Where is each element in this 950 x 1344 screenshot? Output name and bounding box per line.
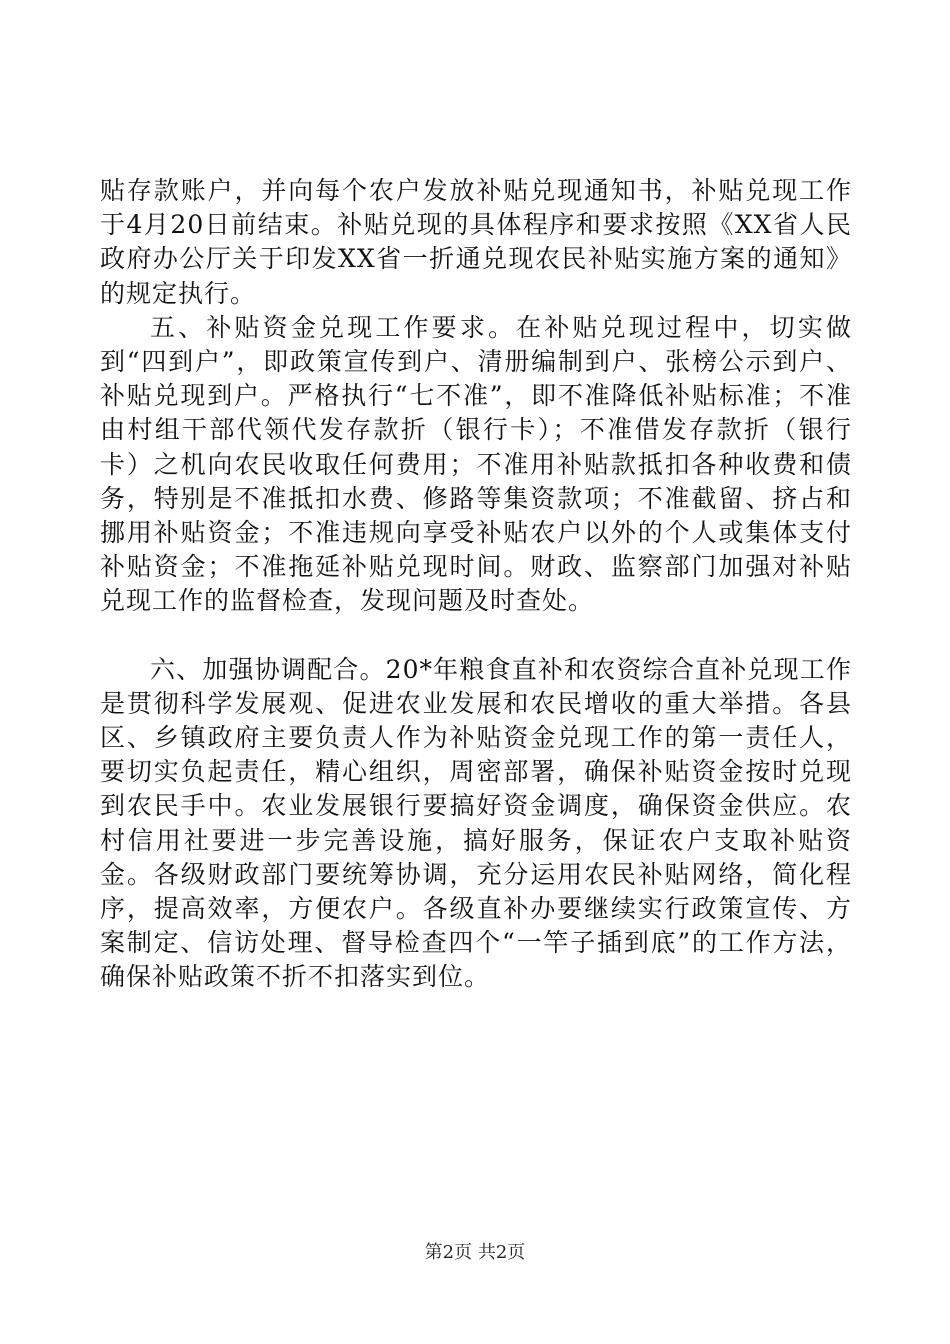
page-number-footer: 第2页 共2页	[424, 1242, 526, 1263]
document-body	[100, 174, 852, 995]
paragraph-continuation: 贴存款账户，并向每个农户发放补贴兑现通知书，补贴兑现工作于4月20日前结束。补贴兑现的具体程序和要求按照《XX省人民政府办公厅关于印发XX省一折通兑现农民补贴实施方案的通知》的规定执行。	[100, 176, 852, 308]
paragraph-section-six: 六、加强协调配合。20*年粮食直补和农资综合直补兑现工作是贯彻科学发展观、促进农业发展和农民增收的重大举措。各县区、乡镇政府主要负责人作为补贴资金兑现工作的第一责任人，要切实负起责任，精心组织，周密部署，确保补贴资金按时兑现到农民手中。农业发展银行要搞好资金调度，确保资金供应。农村信用社要进一步完善设施，搞好服务，保证农户支取补贴资金。各级财政部门要统筹协调，充分运用农民补贴网络，简化程序，提高效率，方便农户。各级直补办要继续实行政策宣传、方案制定、信访处理、督导检查四个“一竿子插到底”的工作方法，确保补贴政策不折不扣落实到位。	[100, 654, 852, 992]
paragraph-section-five: 五、补贴资金兑现工作要求。在补贴兑现过程中，切实做到“四到户”，即政策宣传到户、清册编制到户、张榜公示到户、补贴兑现到户。严格执行“七不准”，即不准降低补贴标准；不准由村组干部代领代发存款折（银行卡）；不准借发存款折（银行卡）之机向农民收取任何费用；不准用补贴款抵扣各种收费和债务，特别是不准抵扣水费、修路等集资款项；不准截留、挤占和挪用补贴资金；不准违规向享受补贴农户以外的个人或集体支付补贴资金；不准拖延补贴兑现时间。财政、监察部门加强对补贴兑现工作的监督检查，发现问题及时查处。	[100, 312, 852, 616]
